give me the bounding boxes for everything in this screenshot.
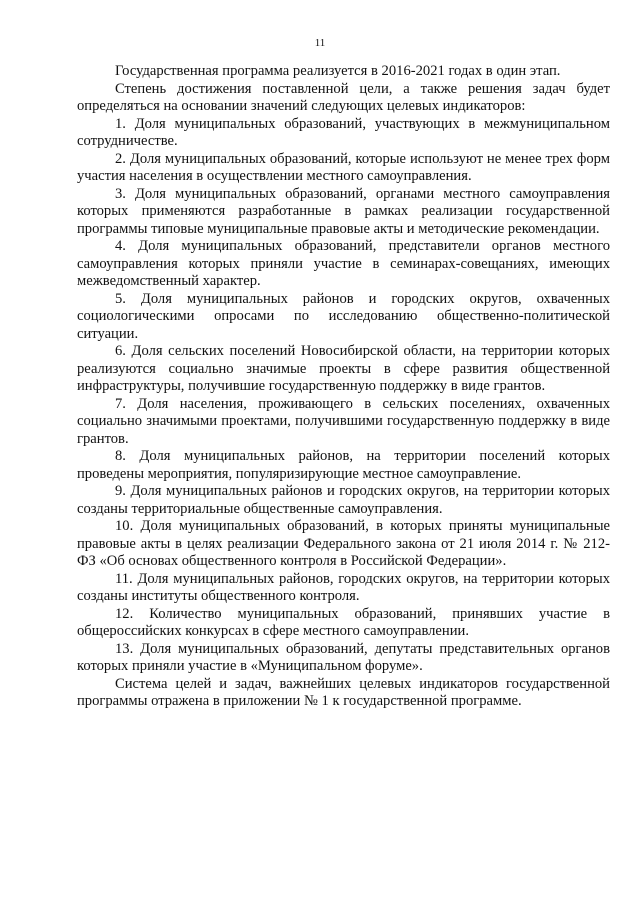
indicator-1: 1. Доля муниципальных образований, участвующих в межмуниципальном сотрудничестве. [77,115,610,149]
indicator-13: 13. Доля муниципальных образований, депутаты представительных органов которых приняли участие в «Муниципальном форуме». [77,640,610,674]
paragraph-appendix-reference: Система целей и задач, важнейших целевых индикаторов государственной программы отражена в приложении № 1 к государственной программе. [77,675,610,709]
paragraph-program-period: Государственная программа реализуется в 2016-2021 годах в один этап. [115,63,561,79]
indicator-6: 6. Доля сельских поселений Новосибирской области, на территории которых реализуются социально значимые проекты в сфере развития общественной инфраструктуры, получившие государственную поддержку в виде грантов. [77,343,610,394]
indicator-7: 7. Доля населения, проживающего в сельских поселениях, охваченных социально значимыми проектами, получившими государственную поддержку в виде грантов. [77,395,610,447]
indicator-12: 12. Количество муниципальных образований, принявших участие в общероссийских конкурсах в сфере местного самоуправлении. [77,605,610,639]
indicator-2: 2. Доля муниципальных образований, которые используют не менее трех форм участия населения в осуществлении местного самоуправления. [77,150,610,184]
indicator-3: 3. Доля муниципальных образований, органами местного самоуправления которых применяются разработанные в рамках реализации государственной программы типовые муниципальные правовые акты и методические рекомендации. [77,185,610,237]
indicator-4: 4. Доля муниципальных образований, представители органов местного самоуправления которых приняли участие в семинарах-совещаниях, имеющих межведомственный характер. [77,238,610,289]
document-body [77,63,610,711]
indicator-8: 8. Доля муниципальных районов, на территории поселений которых проведены мероприятия, популяризирующие местное самоуправление. [77,448,610,482]
indicator-10: 10. Доля муниципальных образований, в которых приняты муниципальные правовые акты в целях реализации Федерального закона от 21 июля 2014 г. № 212-ФЗ «Об основах общественного контроля в Российской Федерации». [77,518,610,569]
indicator-9: 9. Доля муниципальных районов и городских округов, на территории которых созданы территориальные общественные самоуправления. [77,483,610,517]
page-number: 11 [314,37,326,49]
paragraph-indicators-intro: Степень достижения поставленной цели, а также решения задач будет определяться на основании значений следующих целевых индикаторов: [77,80,610,114]
indicator-5: 5. Доля муниципальных районов и городских округов, охваченных социологическими опросами по исследованию общественно-политической ситуации. [77,290,610,342]
indicator-11: 11. Доля муниципальных районов, городских округов, на территории которых созданы институты общественного контроля. [77,570,610,604]
